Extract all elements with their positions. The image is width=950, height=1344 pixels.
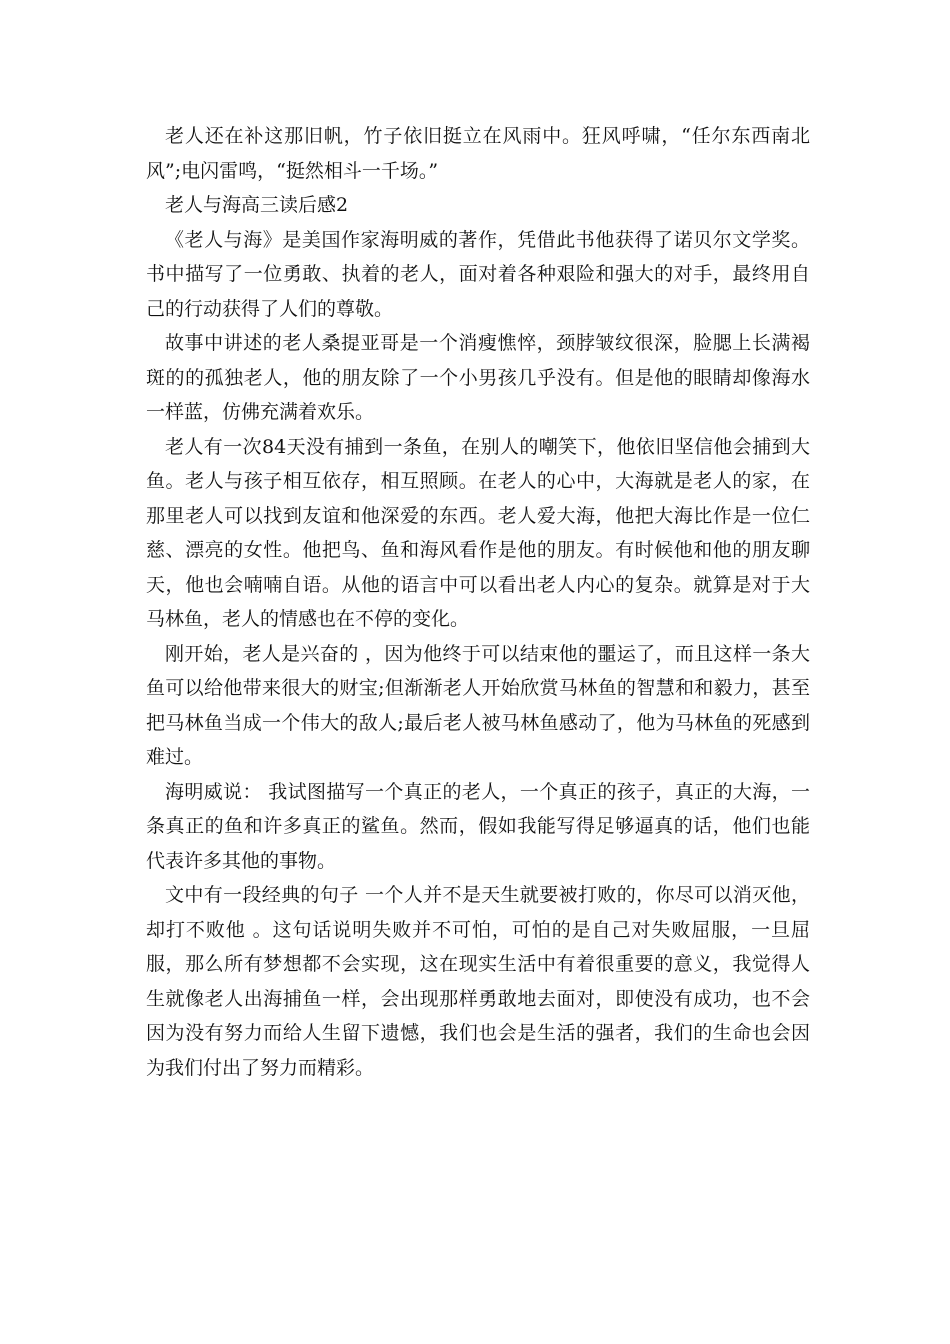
paragraph-book-intro: 《老人与海》是美国作家海明威的著作，凭借此书他获得了诺贝尔文学奖。书中描写了一位勇敢、执着的老人，面对着各种艰险和强大的对手，最终用自己的行动获得了人们的尊敬。 — [146, 228, 810, 320]
paragraph-marlin-feelings: 刚开始，老人是兴奋的 ，因为他终于可以结束他的噩运了，而且这样一条大鱼可以给他带来很大的财宝;但渐渐老人开始欣赏马林鱼的智慧和和毅力，甚至把马林鱼当成一个伟大的敌人;最后老人被马林鱼感动了，他为马林鱼的死感到难过。 — [146, 642, 810, 768]
section-heading: 老人与海高三读后感2 — [165, 194, 349, 216]
paragraph-84-days: 老人有一次84天没有捕到一条鱼，在别人的嘲笑下，他依旧坚信他会捕到大鱼。老人与孩子相互依存，相互照顾。在老人的心中，大海就是老人的家，在那里老人可以找到友谊和他深爱的东西。老人爱大海，他把大海比作是一位仁慈、漂亮的女性。他把鸟、鱼和海风看作是他的朋友。有时候他和他的朋友聊天，他也会喃喃自语。从他的语言中可以看出老人内心的复杂。就算是对于大马林鱼，老人的情感也在不停的变化。 — [146, 435, 810, 630]
paragraph-sail-and-bamboo: 老人还在补这那旧帆，竹子依旧挺立在风雨中。狂风呼啸，“任尔东西南北风”;电闪雷鸣，“挺然相斗一千场。” — [146, 125, 810, 182]
paragraph-old-man-description: 故事中讲述的老人桑提亚哥是一个消瘦憔悴，颈脖皱纹很深，脸腮上长满褐斑的的孤独老人，他的朋友除了一个小男孩几乎没有。但是他的眼睛却像海水一样蓝，仿佛充满着欢乐。 — [146, 332, 810, 423]
paragraph-hemingway-quote: 海明威说： 我试图描写一个真正的老人，一个真正的孩子，真正的大海，一条真正的鱼和许多真正的鲨鱼。然而，假如我能写得足够逼真的话，他们也能代表许多其他的事物。 — [146, 780, 810, 872]
paragraph-classic-sentence: 文中有一段经典的句子 一个人并不是天生就要被打败的，你尽可以消灭他，却打不败他 。这句话说明失败并不可怕，可怕的是自己对失败屈服，一旦屈服，那么所有梦想都不会实现，这在现实生活中有着很重要的意义，我觉得人生就像老人出海捕鱼一样，会出现那样勇敢地去面对，即使没有成功，也不会因为没有努力而给人生留下遗憾，我们也会是生活的强者，我们的生命也会因为我们付出了努力而精彩。 — [146, 884, 810, 1079]
document-body — [146, 119, 810, 1085]
